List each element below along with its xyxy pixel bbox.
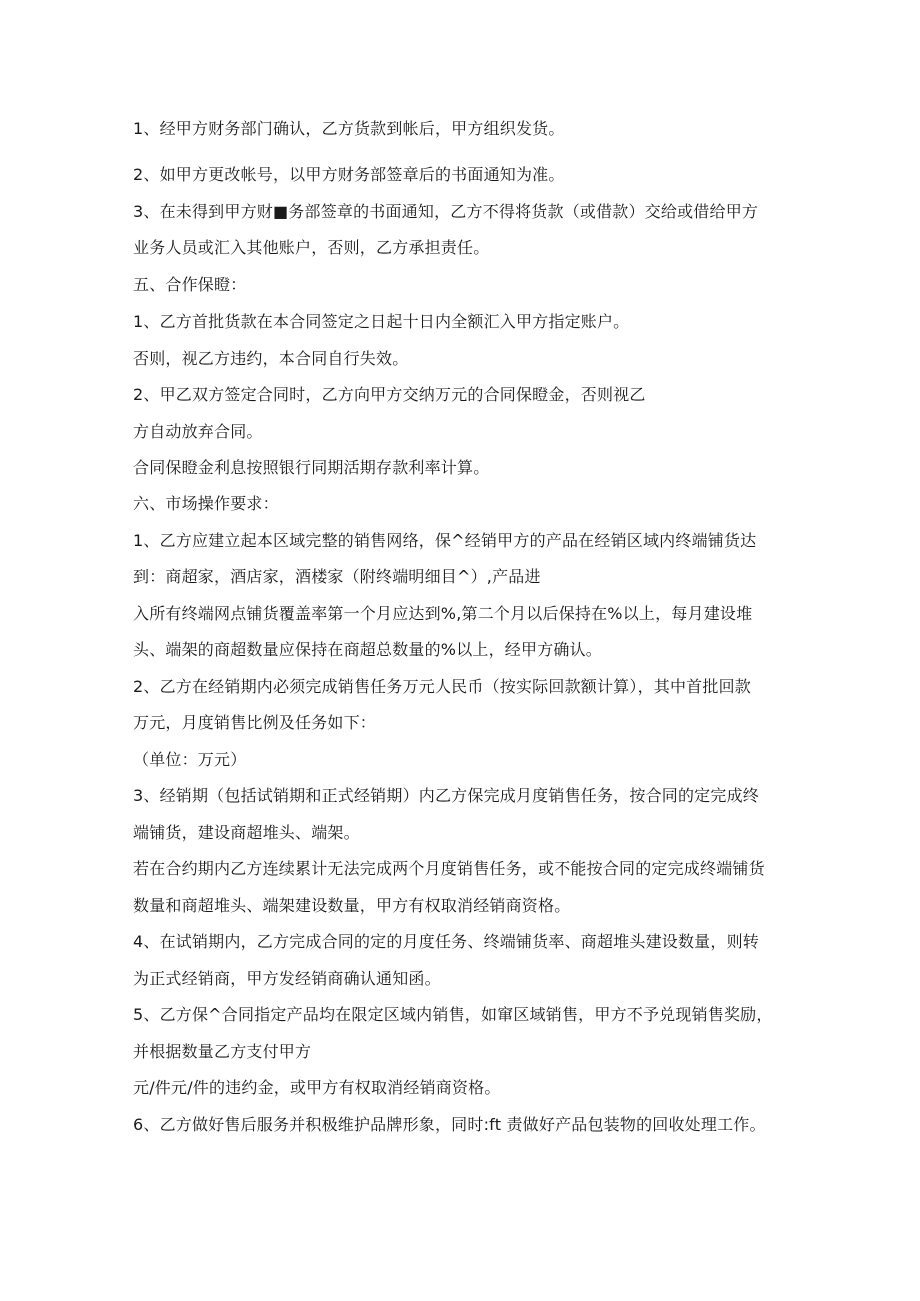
clause-5-1-cont: 否则，视乙方违约，本合同自行失效。 (133, 349, 409, 368)
clause-6-5-cont-a: 并根据数量乙方支付甲方 (133, 1042, 312, 1061)
clause-6-3-breach: 若在合约期内乙方连续累计无法完成两个月度销售任务，或不能按合同的定完成终端铺货 (133, 859, 765, 878)
clause-5-4-3-cont: 业务人员或汇入其他账户，否则，乙方承担责任。 (133, 238, 490, 257)
clause-5-2-interest: 合同保瞪金利息按照银行同期活期存款利率计算。 (133, 458, 490, 477)
clause-5-2: 2、甲乙双方签定合同时，乙方向甲方交纳万元的合同保瞪金，否则视乙 (133, 385, 646, 404)
section-heading-five: 五、合作保瞪： (133, 275, 247, 294)
clause-6-4-cont: 为正式经销商，甲方发经销商确认通知函。 (133, 969, 441, 988)
clause-6-5: 5、乙方保^合同指定产品均在限定区域内销售，如窜区域销售，甲方不予兑现销售奖励， (133, 1005, 773, 1024)
clause-5-4-1: 1、经甲方财务部门确认，乙方货款到帐后，甲方组织发货。 (133, 119, 565, 138)
clause-5-2-cont: 方自动放弃合同。 (133, 422, 263, 441)
clause-6-3-cont: 端铺货，建设商超堆头、端架。 (133, 823, 360, 842)
clause-5-4-2: 2、如甲方更改帐号，以甲方财务部签章后的书面通知为准。 (133, 165, 565, 184)
clause-6-1-cont-b: 入所有终端网点铺货覆盖率第一个月应达到%,第二个月以后保持在%以上，每月建设堆 (133, 604, 753, 623)
unit-note: （单位：万元） (133, 750, 247, 769)
clause-5-1: 1、乙方首批货款在本合同签定之日起十日内全额汇入甲方指定账户。 (133, 312, 630, 331)
clause-6-6: 6、乙方做好售后服务并积极维护品牌形象，同时:ft 责做好产品包装物的回收处理工作。 (133, 1115, 766, 1134)
clause-6-4: 4、在试销期内，乙方完成合同的定的月度任务、终端铺货率、商超堆头建设数量，则转 (133, 932, 759, 951)
clause-6-1-cont-c: 头、端架的商超数量应保持在商超总数量的%以上，经甲方确认。 (133, 640, 603, 659)
section-heading-six: 六、市场操作要求： (133, 494, 279, 513)
clause-6-5-cont-b: 元/件元/件的违约金，或甲方有权取消经销商资格。 (133, 1078, 501, 1097)
clause-6-3: 3、经销期（包括试销期和正式经销期）内乙方保完成月度销售任务，按合同的定完成终 (133, 786, 759, 805)
clause-5-4-3: 3、在未得到甲方财■务部签章的书面通知，乙方不得将货款（或借款）交给或借给甲方 (133, 202, 759, 221)
clause-6-3-breach-cont: 数量和商超堆头、端架建设数量，甲方有权取消经销商资格。 (133, 896, 571, 915)
clause-6-2-cont: 万元，月度销售比例及任务如下： (133, 713, 377, 732)
clause-6-2: 2、乙方在经销期内必须完成销售任务万元人民币（按实际回款额计算），其中首批回款 (133, 677, 751, 696)
clause-6-1-cont-a: 到：商超家，酒店家，酒楼家（附终端明细目^）,产品进 (133, 567, 541, 586)
clause-6-1: 1、乙方应建立起本区域完整的销售网络，保^经销甲方的产品在经销区域内终端铺货达 (133, 531, 757, 550)
